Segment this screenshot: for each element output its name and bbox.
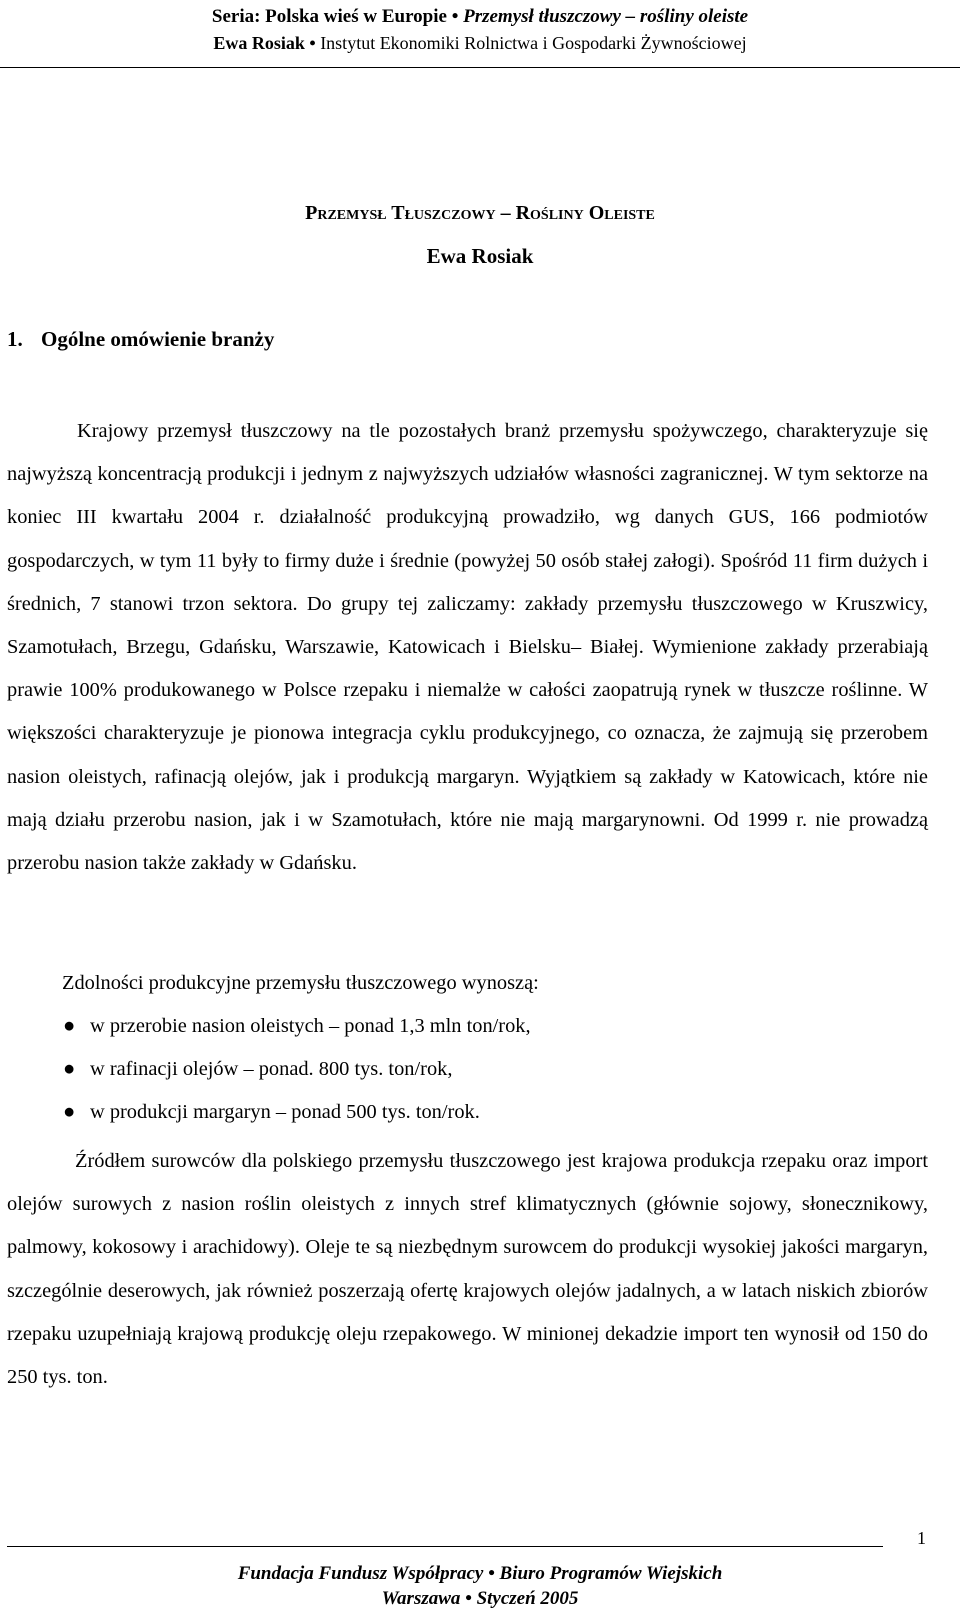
list-item-text: w produkcji margaryn – ponad 500 tys. ton/rok.	[90, 1101, 480, 1124]
paragraph-1: Krajowy przemysł tłuszczowy na tle pozostałych branż przemysłu spożywczego, charakteryzuje się najwyższą koncentracją produkcji i jednym z najwyższych udziałów własności zagranicznej. W tym sektorze na koniec III kwartału 2004 r. działalność produkcyjną prowadziło, wg danych GUS, 166 podmiotów gospodarczych, w tym 11 były to firmy duże i średnie (powyżej 50 osób stałej załogi). Spośród 11 firm dużych i średnich, 7 stanowi trzon sektora. Do grupy tej zaliczamy: zakłady przemysłu tłuszczowego w Kruszwicy, Szamotułach, Brzegu, Gdańsku, Warszawie, Katowicach i Bielsku– Białej. Wymienione zakłady przerabiają prawie 100% produkowanego w Polsce rzepaku i niemalże w całości zaopatrują rynek w tłuszcze roślinne. W większości charakteryzuje je pionowa integracja cyklu produkcyjnego, co oznacza, że zajmują się przerobem nasion oleistych, rafinacją olejów, jak i produkcją margaryn. Wyjątkiem są zakłady w Katowicach, które nie mają działu przerobu nasion, jak i w Szamotułach, które nie mają margarynowni. Od 1999 r. nie prowadzą przerobu nasion także zakłady w Gdańsku.	[7, 420, 928, 875]
header-divider	[0, 67, 960, 68]
footer-org-line	[0, 1561, 960, 1586]
header-author: Ewa Rosiak	[213, 33, 305, 53]
bullet-icon: ●	[63, 1015, 76, 1037]
header-series: Seria: Polska wieś w Europie	[211, 6, 447, 27]
header-institute: Instytut Ekonomiki Rolnictwa i Gospodarki Żywnościowej	[320, 33, 747, 53]
header-series-line	[0, 4, 960, 30]
capacity-list	[0, 1005, 930, 1135]
section-title: Ogólne omówienie branży	[41, 327, 275, 351]
paragraph-2: Zdolności produkcyjne przemysłu tłuszczowego wynoszą:	[62, 972, 539, 994]
section-heading	[7, 327, 274, 352]
page-number: 1	[917, 1528, 926, 1548]
list-item	[0, 1005, 930, 1048]
footer-date: Styczeń 2005	[476, 1588, 579, 1609]
footer-separator-2: •	[465, 1588, 472, 1609]
footer-separator: •	[488, 1563, 495, 1584]
header-author-line	[0, 30, 960, 56]
list-item-text: w przerobie nasion oleistych – ponad 1,3 mln ton/rok,	[90, 1015, 531, 1037]
document-title: Przemysł Tłuszczowy – Rośliny Oleiste	[305, 202, 655, 224]
document-author: Ewa Rosiak	[426, 244, 534, 268]
paragraph-3: Źródłem surowców dla polskiego przemysłu tłuszczowego jest krajowa produkcja rzepaku oraz import olejów surowych z nasion roślin oleistych z innych stref klimatycznych (głównie sojowy, słonecznikowy, palmowy, kokosowy i arachidowy). Oleje te są niezbędnym surowcem do produkcji wysokiej jakości margaryn, szczególnie deserowych, jak również poszerzają ofertę krajowych olejów jadalnych, a w latach niskich zbiorów rzepaku uzupełniają krajową produkcję oleju rzepakowego. W minionej dekadzie import ten wynosił od 150 do 250 tys. ton.	[7, 1150, 928, 1389]
header-separator-2: •	[309, 33, 316, 53]
footer-program: Biuro Programów Wiejskich	[499, 1563, 723, 1584]
bullet-icon: ●	[63, 1058, 76, 1081]
list-item-text: w rafinacji olejów – ponad. 800 tys. ton/rok,	[90, 1058, 453, 1081]
footer-city: Warszawa	[381, 1588, 461, 1609]
footer-org: Fundacja Fundusz Współpracy	[237, 1563, 484, 1584]
header-series-topic: Przemysł tłuszczowy – rośliny oleiste	[463, 6, 749, 27]
header-separator: •	[451, 6, 459, 27]
section-number: 1.	[7, 327, 23, 351]
footer-divider	[7, 1546, 883, 1547]
running-header	[0, 4, 960, 56]
list-item	[0, 1048, 930, 1091]
bullet-icon: ●	[63, 1101, 76, 1124]
running-footer	[0, 1561, 960, 1611]
footer-date-line	[0, 1586, 960, 1611]
list-item	[0, 1091, 930, 1134]
